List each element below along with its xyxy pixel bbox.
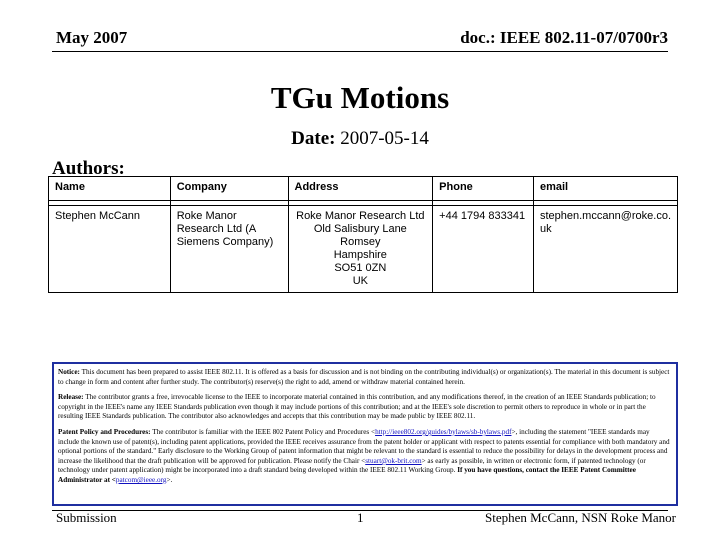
authors-table	[48, 176, 678, 293]
footer-page-number: 1	[357, 510, 364, 525]
patent-paragraph	[58, 428, 672, 486]
release-label: Release:	[58, 393, 84, 402]
notice-box	[52, 362, 678, 506]
cell-name: Stephen McCann	[49, 206, 171, 293]
date-line	[0, 128, 720, 150]
patent-end: >.	[166, 475, 173, 484]
release-text: The contributor grants a free, irrevocable license to the IEEE to incorporate material contained in this contribution, and any modifications thereof, in the creation of an IEEE Standards publication; to copyright in the IEEE's name any IEEE Standards publication even though it may include portions of this contribution; and at the IEEE's sole discretion to permit others to reproduce in whole or in part the resulting IEEE Standards publication. The contributor also acknowledges and accepts that this contribution may be made public by IEEE 802.11.	[58, 393, 656, 421]
patent-text-2: >, including the statement "IEEE standards may include the known use of patent(s), including patent applications, provided the IEEE receives assurance from the patent holder or applicant with respect to patents essential for compliance with both mandatory and optional portions of the standard." Early disclosure to the Working Group of patent information that might be relevant to the standard is essential to reduce the possibility for delays in the development process and increase the likelihood that the draft publication will be approved for publication. Please notify the Chair <	[58, 427, 670, 465]
admin-email-link[interactable]: patcom@ieee.org	[115, 475, 167, 484]
patent-contact-bold: If you have questions, contact the IEEE Patent Committee Administrator at <	[58, 466, 636, 484]
address-line: Roke Manor Research Ltd	[296, 210, 425, 222]
notice-label: Notice:	[58, 368, 80, 376]
address-line: Romsey	[340, 236, 381, 248]
authors-heading: Authors:	[52, 158, 125, 179]
release-paragraph	[58, 393, 672, 422]
patent-policy-link[interactable]: http://ieee802.org/guides/bylaws/sb-bylaws.pdf	[375, 427, 512, 436]
col-header-company: Company	[170, 177, 288, 201]
header-doc-id: doc.: IEEE 802.11-07/0700r3	[460, 28, 668, 47]
cell-email	[533, 206, 677, 293]
notice-text: This document has been prepared to assist IEEE 802.11. It is offered as a basis for discussion and is not binding on the contributing individual(s) or organization(s). The material in this document is subject to change in form and content after further study. The contributor(s) reserve(s) the right to add, amend or withdraw material contained herein.	[58, 368, 670, 386]
notice-paragraph	[58, 368, 672, 387]
address-line: Old Salisbury Lane	[313, 223, 407, 235]
company-line: Research Ltd (A	[176, 223, 257, 235]
address-line: SO51 0ZN	[334, 262, 387, 274]
chair-email-link[interactable]: stuart@ok-brit.com	[365, 456, 422, 465]
company-line: Roke Manor	[176, 210, 237, 222]
table-header-row	[49, 177, 678, 201]
address-line: UK	[352, 275, 368, 287]
col-header-name: Name	[49, 177, 171, 201]
patent-text-1: The contributor is familiar with the IEEE 802 Patent Policy and Procedures <	[152, 427, 376, 436]
email-line: stephen.mccann@roke.co.	[539, 210, 671, 222]
address-line: Hampshire	[333, 249, 387, 261]
header-rule	[52, 51, 668, 52]
cell-address	[288, 206, 433, 293]
email-line: uk	[539, 223, 552, 235]
slide-title: TGu Motions	[270, 80, 450, 115]
col-header-phone: Phone	[433, 177, 534, 201]
footer-submission: Submission	[56, 510, 117, 525]
date-label: Date:	[291, 128, 336, 149]
cell-company	[170, 206, 288, 293]
header-date: May 2007	[56, 28, 128, 47]
footer-author: Stephen McCann, NSN Roke Manor	[484, 510, 676, 525]
patent-text-3: > as early as possible, in written or electronic form, if patented technology (or technology under patent application) might be incorporated into a draft standard being developed within the IEEE 802.11 Working Group.	[58, 456, 646, 475]
col-header-address: Address	[288, 177, 433, 201]
col-header-email: email	[533, 177, 677, 201]
date-value: 2007-05-14	[340, 128, 429, 149]
patent-label: Patent Policy and Procedures:	[58, 427, 151, 436]
cell-phone: +44 1794 833341	[433, 206, 534, 293]
table-row	[49, 206, 678, 293]
company-line: Siemens Company)	[176, 236, 274, 248]
